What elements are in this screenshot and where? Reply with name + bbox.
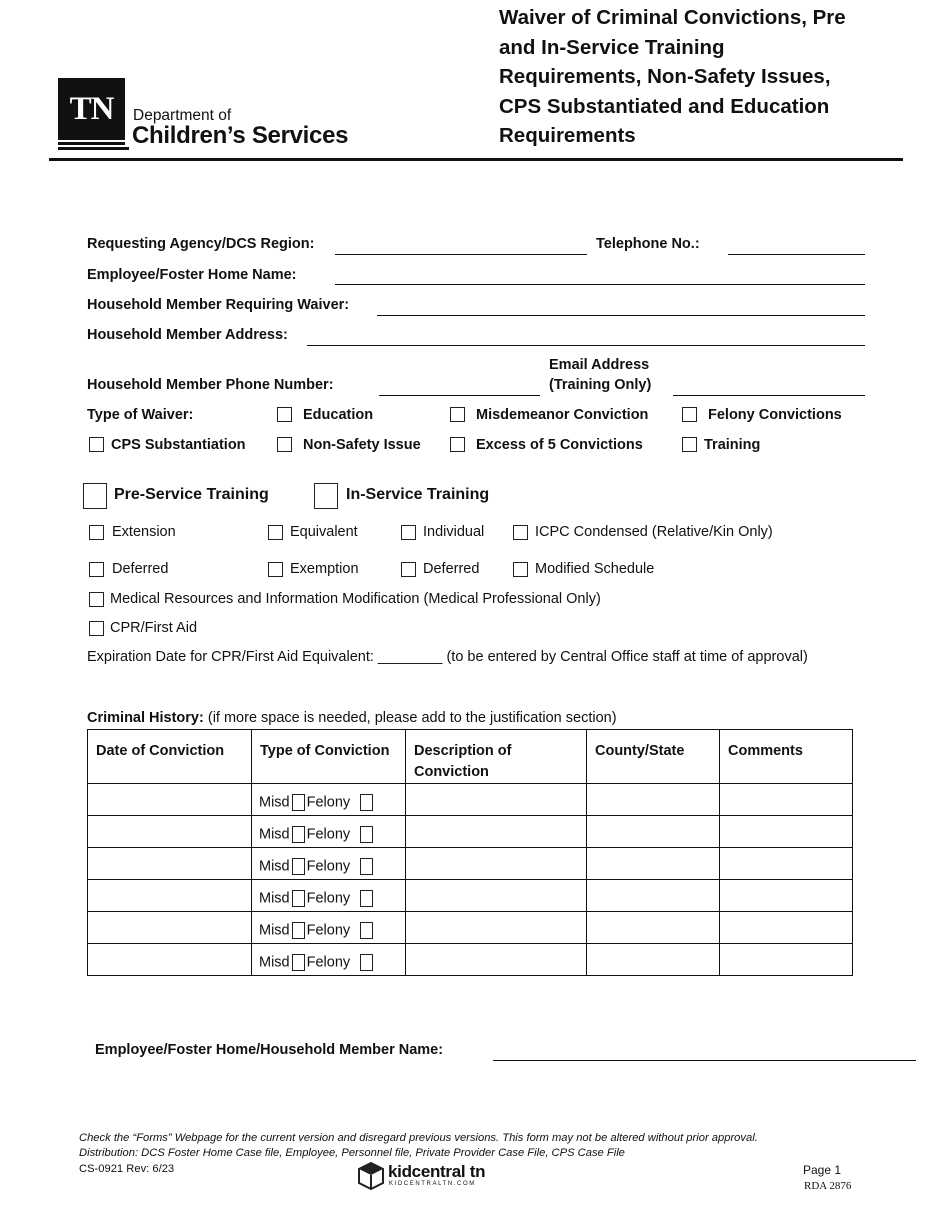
page-number: Page 1 (803, 1163, 842, 1177)
education-label: Education (303, 407, 374, 423)
county-cell[interactable] (587, 944, 720, 976)
email-label-2: (Training Only) (549, 377, 652, 393)
kidcentral-url: KIDCENTRALTN.COM (389, 1181, 476, 1187)
employee-input[interactable] (335, 284, 865, 285)
felony-checkbox[interactable] (360, 890, 373, 907)
county-cell[interactable] (587, 848, 720, 880)
equivalent-checkbox[interactable] (268, 525, 283, 540)
date-cell[interactable] (88, 848, 252, 880)
deferred-in-label: Deferred (423, 561, 480, 577)
exemption-checkbox[interactable] (268, 562, 283, 577)
type-cell: Misd Felony (252, 816, 406, 848)
comments-cell[interactable] (720, 944, 853, 976)
description-cell[interactable] (406, 816, 587, 848)
misd-checkbox[interactable] (292, 826, 305, 843)
col-type: Type of Conviction (252, 730, 406, 784)
date-cell[interactable] (88, 912, 252, 944)
medical-label: Medical Resources and Information Modification (Medical Professional Only) (110, 591, 601, 607)
misd-checkbox[interactable] (292, 954, 305, 971)
table-row (88, 912, 853, 944)
felony-checkbox[interactable] (360, 826, 373, 843)
expiration-note: Expiration Date for CPR/First Aid Equivalent: ________ (to be entered by Central Office staff at time of approval) (87, 649, 808, 665)
type-cell: Misd Felony (252, 880, 406, 912)
felony-checkbox[interactable] (360, 954, 373, 971)
date-cell[interactable] (88, 816, 252, 848)
telephone-label: Telephone No.: (596, 236, 700, 252)
telephone-input[interactable] (728, 254, 865, 255)
training-checkbox[interactable] (682, 437, 697, 452)
footer-disclaimer: Check the “Forms” Webpage for the current version and disregard previous versions. This form may not be altered without prior approval. (79, 1132, 758, 1144)
kidcentral-brand: kidcentral tn (388, 1162, 486, 1181)
logo-bar (58, 147, 129, 150)
form-number: CS-0921 Rev: 6/23 (79, 1163, 175, 1175)
cps-checkbox[interactable] (89, 437, 104, 452)
kidcentral-logo-icon (356, 1161, 386, 1191)
member-input[interactable] (377, 315, 865, 316)
misdemeanor-checkbox[interactable] (450, 407, 465, 422)
comments-cell[interactable] (720, 912, 853, 944)
comments-cell[interactable] (720, 848, 853, 880)
signature-label: Employee/Foster Home/Household Member Name: (95, 1042, 444, 1058)
pre-service-checkbox[interactable] (83, 483, 107, 509)
date-cell[interactable] (88, 880, 252, 912)
felony-checkbox[interactable] (360, 922, 373, 939)
cpr-label: CPR/First Aid (110, 620, 198, 636)
tn-logo: TN (58, 78, 125, 140)
misd-checkbox[interactable] (292, 794, 305, 811)
misd-checkbox[interactable] (292, 858, 305, 875)
county-cell[interactable] (587, 912, 720, 944)
email-label-1: Email Address (549, 357, 650, 373)
signature-input[interactable] (493, 1060, 916, 1061)
deferred-in-checkbox[interactable] (401, 562, 416, 577)
pre-service-label: Pre-Service Training (114, 486, 269, 503)
cps-label: CPS Substantiation (111, 437, 246, 453)
page-title: Waiver of Criminal Convictions, Pre and In-Service Training Requirements, Non-Safety Issues, CPS Substantiated and Education Requirements (499, 6, 846, 147)
icpc-checkbox[interactable] (513, 525, 528, 540)
description-cell[interactable] (406, 784, 587, 816)
deferred-pre-checkbox[interactable] (89, 562, 104, 577)
individual-checkbox[interactable] (401, 525, 416, 540)
table-row (88, 848, 853, 880)
county-cell[interactable] (587, 816, 720, 848)
address-label: Household Member Address: (87, 327, 288, 343)
type-cell: Misd Felony (252, 848, 406, 880)
email-input[interactable] (673, 395, 865, 396)
comments-cell[interactable] (720, 816, 853, 848)
felony-checkbox[interactable] (360, 794, 373, 811)
felony-checkbox[interactable] (682, 407, 697, 422)
excess-checkbox[interactable] (450, 437, 465, 452)
employee-label: Employee/Foster Home Name: (87, 267, 297, 283)
misdemeanor-label: Misdemeanor Conviction (476, 407, 649, 423)
training-label: Training (704, 437, 761, 453)
excess-label: Excess of 5 Convictions (476, 437, 643, 453)
col-county: County/State (587, 730, 720, 784)
col-description: Description of Conviction (406, 730, 587, 784)
col-date: Date of Conviction (88, 730, 252, 784)
modified-schedule-checkbox[interactable] (513, 562, 528, 577)
phone-input[interactable] (379, 395, 540, 396)
medical-checkbox[interactable] (89, 592, 104, 607)
misd-checkbox[interactable] (292, 890, 305, 907)
waiver-type-label: Type of Waiver: (87, 407, 194, 423)
date-cell[interactable] (88, 944, 252, 976)
description-cell[interactable] (406, 944, 587, 976)
agency-label: Requesting Agency/DCS Region: (87, 236, 315, 252)
criminal-history-heading: Criminal History: (if more space is needed, please add to the justification section) (87, 710, 617, 726)
exemption-label: Exemption (290, 561, 359, 577)
dept-of: Department of (133, 107, 232, 124)
address-input[interactable] (307, 345, 865, 346)
extension-label: Extension (112, 524, 176, 540)
felony-checkbox[interactable] (360, 858, 373, 875)
type-cell: Misd Felony (252, 784, 406, 816)
table-row (88, 944, 853, 976)
education-checkbox[interactable] (277, 407, 292, 422)
deferred-pre-label: Deferred (112, 561, 169, 577)
footer-distribution: Distribution: DCS Foster Home Case file, Employee, Personnel file, Private Provider Case File, CPS Case File (79, 1147, 625, 1159)
description-cell[interactable] (406, 912, 587, 944)
felony-label: Felony Convictions (708, 407, 842, 423)
dept-name: Children’s Services (132, 122, 349, 149)
equivalent-label: Equivalent (290, 524, 358, 540)
description-cell[interactable] (406, 880, 587, 912)
non-safety-checkbox[interactable] (277, 437, 292, 452)
logo-bar (58, 142, 125, 145)
non-safety-label: Non-Safety Issue (303, 437, 421, 453)
phone-label: Household Member Phone Number: (87, 377, 334, 393)
date-cell[interactable] (88, 784, 252, 816)
county-cell[interactable] (587, 784, 720, 816)
in-service-label: In-Service Training (346, 486, 490, 503)
table-row (88, 784, 853, 816)
misd-checkbox[interactable] (292, 922, 305, 939)
modified-schedule-label: Modified Schedule (535, 561, 655, 577)
col-comments: Comments (720, 730, 853, 784)
in-service-checkbox[interactable] (314, 483, 338, 509)
cpr-checkbox[interactable] (89, 621, 104, 636)
description-cell[interactable] (406, 848, 587, 880)
type-cell: Misd Felony (252, 944, 406, 976)
type-cell: Misd Felony (252, 912, 406, 944)
county-cell[interactable] (587, 880, 720, 912)
table-row (88, 880, 853, 912)
table-row (88, 816, 853, 848)
criminal-history-table (87, 729, 853, 976)
icpc-label: ICPC Condensed (Relative/Kin Only) (535, 524, 773, 540)
individual-label: Individual (423, 524, 485, 540)
agency-input[interactable] (335, 254, 587, 255)
rda-number: RDA 2876 (804, 1180, 852, 1192)
comments-cell[interactable] (720, 880, 853, 912)
member-label: Household Member Requiring Waiver: (87, 297, 350, 313)
extension-checkbox[interactable] (89, 525, 104, 540)
header-rule (49, 158, 903, 161)
comments-cell[interactable] (720, 784, 853, 816)
table-header-row (88, 730, 853, 784)
